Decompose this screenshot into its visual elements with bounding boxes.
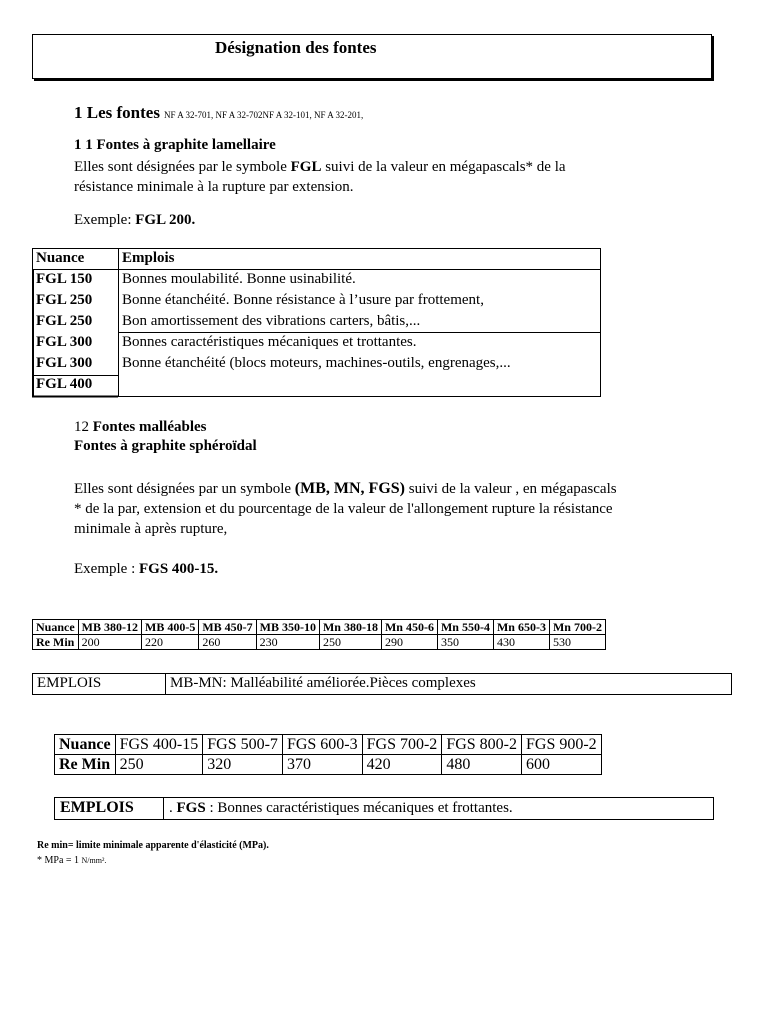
section-12-paragraph [74,479,744,539]
table-cell: 260 [199,635,256,650]
table-cell: Mn 380-18 [319,620,381,635]
table-row [55,755,602,775]
note-text: * MPa = 1 [37,855,82,866]
example-label: Exemple : [74,561,139,577]
table-cell: Mn 450-6 [381,620,437,635]
note-mpa [37,855,106,866]
table-header-nuance: Nuance [33,620,79,635]
para-text: suivi de la valeur , en mégapascals [405,481,617,497]
emplois-text [169,800,513,817]
table-mb-mn [32,619,606,650]
example-value: FGL 200. [135,212,196,228]
table-cell: FGS 400-15 [115,735,203,755]
table-fgl-nuance-col [32,248,118,395]
table-cell: FGS 800-2 [442,735,522,755]
table-cell: 200 [78,635,141,650]
emplois-description: : Bonnes caractéristiques mécaniques et frottantes. [205,800,513,816]
table-cell: 420 [362,755,442,775]
table-cell-nuance: FGL 250 [36,313,93,329]
table-row-label: Re Min [33,635,79,650]
emplois-symbol: FGS [176,800,206,816]
para-text: Elles sont désignées par un symbole [74,481,295,497]
section-12-example [74,559,218,579]
para-text: Elles sont désignées par le symbole [74,159,291,175]
table-fgl [32,248,602,398]
section-1-refs: NF A 32-701, NF A 32-702NF A 32-101, NF A 32-201, [163,110,364,120]
table-cell-nuance: FGL 300 [36,355,93,371]
table-cell-emploi: Bon amortissement des vibrations carters, bâtis,... [122,313,421,329]
table-header-emplois: Emplois [122,250,175,266]
para-symbol: FGL [290,159,322,175]
section-1-title: 1 Les fontes [74,103,160,122]
para-text: suivi de la valeur en mégapascals* de la [321,159,566,175]
table-row [55,735,602,755]
table-cell: 350 [437,635,493,650]
section-12-title: Fontes malléables [92,419,207,435]
table-cell-nuance: FGL 400 [36,376,93,392]
table-cell: 290 [381,635,437,650]
table-row [33,620,606,635]
table-fgl-emplois-col [118,248,602,395]
table-row [33,635,606,650]
table-row-label: Re Min [55,755,116,775]
emplois-label: EMPLOIS [37,675,102,691]
table-cell-emploi: Bonne étanchéité. Bonne résistance à l’usure par frottement, [122,292,484,308]
table-cell: Mn 650-3 [493,620,549,635]
table-cell: 480 [442,755,522,775]
table-header-nuance: Nuance [55,735,116,755]
table-cell: 600 [522,755,602,775]
table-cell-emploi: Bonne étanchéité (blocs moteurs, machines-outils, engrenages,... [122,355,511,371]
example-label: Exemple: [74,212,136,228]
note-unit: N/mm². [81,856,107,865]
table-cell: MB 380-12 [78,620,141,635]
table-cell-nuance: FGL 250 [36,292,93,308]
table-cell-nuance: FGL 150 [36,271,93,287]
section-12-number: 12 [74,419,93,435]
table-cell-emploi: Bonnes caractéristiques mécaniques et trottantes. [122,334,417,350]
table-cell: 220 [142,635,199,650]
section-11-example [74,210,195,230]
table-cell: 230 [256,635,319,650]
divider [163,798,164,819]
para-symbol: (MB, MN, FGS) [294,480,405,497]
para-text: * de la par, extension et du pourcentage de la valeur de l'allongement rupture la résistance [74,501,613,517]
table-cell: Mn 700-2 [549,620,605,635]
title-box [32,34,712,79]
table-cell: MB 400-5 [142,620,199,635]
table-cell: FGS 700-2 [362,735,442,755]
table-cell: Mn 550-4 [437,620,493,635]
para-text: minimale à après rupture, [74,521,228,537]
section-12-heading [74,417,207,437]
section-11-paragraph [74,157,734,197]
emplois-prefix: . [169,800,177,816]
note-remin: Re min= limite minimale apparente d'élasticité (MPa). [37,840,269,851]
table-cell-emploi: Bonnes moulabilité. Bonne usinabilité. [122,271,356,287]
section-11-heading: 1 1 Fontes à graphite lamellaire [74,137,276,153]
table-cell: 320 [203,755,283,775]
table-cell: MB 450-7 [199,620,256,635]
table-cell-emploi [118,374,602,395]
emplois-box-fgs [54,797,714,820]
table-header-nuance: Nuance [36,250,85,266]
table-cell: FGS 500-7 [203,735,283,755]
table-cell: MB 350-10 [256,620,319,635]
section-1-heading [74,103,363,123]
table-cell-nuance: FGL 300 [36,334,93,350]
emplois-label: EMPLOIS [60,799,134,816]
table-cell: 250 [319,635,381,650]
page-title: Désignation des fontes [215,38,377,57]
para-text: résistance minimale à la rupture par extension. [74,179,354,195]
table-cell: 530 [549,635,605,650]
emplois-text: MB-MN: Malléabilité améliorée.Pièces complexes [170,675,476,691]
table-cell: FGS 900-2 [522,735,602,755]
emplois-box-mb-mn [32,673,732,695]
section-12-subtitle: Fontes à graphite sphéroïdal [74,438,257,454]
table-cell: 250 [115,755,203,775]
table-cell: FGS 600-3 [282,735,362,755]
table-fgs [54,734,602,775]
table-cell: 370 [282,755,362,775]
example-value: FGS 400-15. [138,561,219,577]
table-cell: 430 [493,635,549,650]
divider [165,674,166,694]
